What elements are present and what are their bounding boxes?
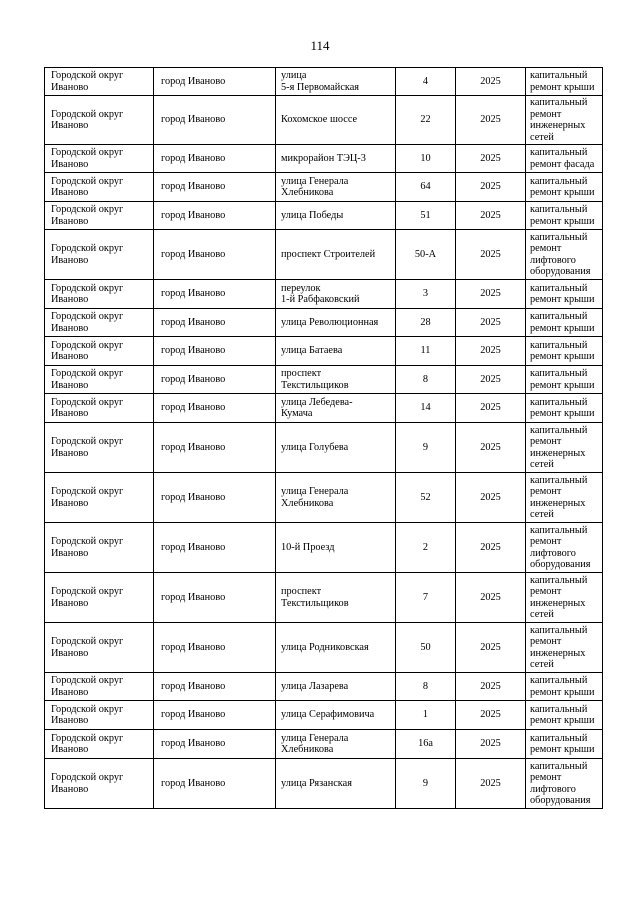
house-number-cell-text: 2 bbox=[422, 541, 429, 553]
year-cell-text: 2025 bbox=[480, 641, 501, 653]
street-cell-text: улица Генерала Хлебникова bbox=[281, 732, 349, 755]
street-cell-text: проспект Строителей bbox=[281, 248, 376, 260]
work-type-cell bbox=[526, 730, 603, 759]
year-cell bbox=[456, 230, 526, 280]
district-cell-text: Городской округ Иваново bbox=[51, 70, 124, 93]
city-cell-text: город Иваново bbox=[161, 402, 226, 414]
city-cell-text: город Иваново bbox=[161, 541, 226, 553]
street-cell-text: улица 5-я Первомайская bbox=[281, 70, 360, 93]
district-cell-text: Городской округ Иваново bbox=[51, 339, 124, 362]
district-cell-text: Городской округ Иваново bbox=[51, 108, 124, 131]
house-number-cell bbox=[396, 523, 456, 573]
house-number-cell-text: 28 bbox=[420, 316, 431, 328]
work-type-cell bbox=[526, 759, 603, 809]
street-cell bbox=[276, 473, 396, 523]
work-type-cell bbox=[526, 473, 603, 523]
district-cell bbox=[45, 366, 154, 394]
district-cell bbox=[45, 759, 154, 809]
district-cell bbox=[45, 173, 154, 202]
street-cell bbox=[276, 309, 396, 337]
district-cell-text: Городской округ Иваново bbox=[51, 772, 124, 795]
street-cell-text: улица Серафимовича bbox=[281, 709, 375, 721]
house-number-cell-text: 22 bbox=[420, 114, 431, 126]
house-number-cell-text: 9 bbox=[422, 441, 429, 453]
house-number-cell bbox=[396, 759, 456, 809]
district-cell-text: Городской округ Иваново bbox=[51, 282, 124, 305]
year-cell-text: 2025 bbox=[480, 591, 501, 603]
street-cell bbox=[276, 202, 396, 230]
house-number-cell bbox=[396, 573, 456, 623]
house-number-cell-text: 14 bbox=[420, 402, 431, 414]
city-cell bbox=[154, 280, 276, 309]
work-type-cell-text: капитальный ремонт лифтового оборудования bbox=[530, 524, 591, 570]
house-number-cell-text: 64 bbox=[420, 181, 431, 193]
house-number-cell bbox=[396, 96, 456, 145]
house-number-cell-text: 9 bbox=[422, 777, 429, 789]
year-cell bbox=[456, 673, 526, 701]
year-cell bbox=[456, 309, 526, 337]
city-cell bbox=[154, 68, 276, 96]
house-number-cell-text: 1 bbox=[422, 709, 429, 721]
work-type-cell-text: капитальный ремонт крыши bbox=[530, 368, 595, 391]
work-type-cell-text: капитальный ремонт инженерных сетей bbox=[530, 474, 588, 520]
table-row bbox=[45, 202, 603, 230]
table-row bbox=[45, 423, 603, 473]
street-cell bbox=[276, 230, 396, 280]
house-number-cell-text: 3 bbox=[422, 288, 429, 300]
house-number-cell-text: 51 bbox=[420, 209, 431, 221]
work-type-cell-text: капитальный ремонт крыши bbox=[530, 282, 595, 305]
district-cell-text: Городской округ Иваново bbox=[51, 396, 124, 419]
year-cell-text: 2025 bbox=[480, 114, 501, 126]
street-cell bbox=[276, 701, 396, 730]
city-cell bbox=[154, 573, 276, 623]
city-cell bbox=[154, 145, 276, 173]
house-number-cell bbox=[396, 280, 456, 309]
house-number-cell bbox=[396, 145, 456, 173]
district-cell-text: Городской округ Иваново bbox=[51, 436, 124, 459]
table-row bbox=[45, 68, 603, 96]
city-cell-text: город Иваново bbox=[161, 114, 226, 126]
district-cell bbox=[45, 230, 154, 280]
year-cell-text: 2025 bbox=[480, 345, 501, 357]
district-cell bbox=[45, 523, 154, 573]
street-cell bbox=[276, 173, 396, 202]
street-cell bbox=[276, 523, 396, 573]
street-cell bbox=[276, 759, 396, 809]
table-row bbox=[45, 394, 603, 423]
street-cell bbox=[276, 96, 396, 145]
table-row bbox=[45, 366, 603, 394]
table-row bbox=[45, 473, 603, 523]
work-type-cell bbox=[526, 394, 603, 423]
street-cell bbox=[276, 68, 396, 96]
street-cell-text: микрорайон ТЭЦ-3 bbox=[281, 152, 366, 164]
district-cell bbox=[45, 473, 154, 523]
work-type-cell bbox=[526, 202, 603, 230]
street-cell bbox=[276, 366, 396, 394]
work-type-cell bbox=[526, 623, 603, 673]
year-cell-text: 2025 bbox=[480, 777, 501, 789]
house-number-cell-text: 4 bbox=[422, 75, 429, 87]
street-cell bbox=[276, 337, 396, 366]
city-cell bbox=[154, 759, 276, 809]
district-cell bbox=[45, 145, 154, 173]
work-type-cell-text: капитальный ремонт инженерных сетей bbox=[530, 574, 588, 620]
street-cell-text: улица Революционная bbox=[281, 316, 379, 328]
year-cell bbox=[456, 145, 526, 173]
district-cell bbox=[45, 701, 154, 730]
district-cell bbox=[45, 337, 154, 366]
year-cell-text: 2025 bbox=[480, 373, 501, 385]
year-cell bbox=[456, 759, 526, 809]
street-cell-text: улица Победы bbox=[281, 209, 344, 221]
work-type-cell-text: капитальный ремонт лифтового оборудования bbox=[530, 760, 591, 806]
table-row bbox=[45, 730, 603, 759]
work-type-cell bbox=[526, 337, 603, 366]
house-number-cell bbox=[396, 394, 456, 423]
city-cell bbox=[154, 202, 276, 230]
city-cell-text: город Иваново bbox=[161, 738, 226, 750]
house-number-cell bbox=[396, 730, 456, 759]
year-cell bbox=[456, 202, 526, 230]
city-cell-text: город Иваново bbox=[161, 181, 226, 193]
city-cell bbox=[154, 366, 276, 394]
house-number-cell bbox=[396, 423, 456, 473]
year-cell bbox=[456, 523, 526, 573]
city-cell bbox=[154, 473, 276, 523]
street-cell bbox=[276, 730, 396, 759]
district-cell-text: Городской округ Иваново bbox=[51, 536, 124, 559]
work-type-cell-text: капитальный ремонт крыши bbox=[530, 311, 595, 334]
house-number-cell-text: 50 bbox=[420, 641, 431, 653]
work-type-cell-text: капитальный ремонт инженерных сетей bbox=[530, 424, 588, 470]
street-cell bbox=[276, 145, 396, 173]
district-cell bbox=[45, 394, 154, 423]
table-row bbox=[45, 701, 603, 730]
house-number-cell bbox=[396, 230, 456, 280]
year-cell bbox=[456, 394, 526, 423]
street-cell-text: 10-й Проезд bbox=[281, 541, 335, 553]
year-cell bbox=[456, 366, 526, 394]
district-cell-text: Городской округ Иваново bbox=[51, 636, 124, 659]
district-cell bbox=[45, 202, 154, 230]
district-cell-text: Городской округ Иваново bbox=[51, 675, 124, 698]
year-cell-text: 2025 bbox=[480, 316, 501, 328]
house-number-cell bbox=[396, 309, 456, 337]
city-cell-text: город Иваново bbox=[161, 288, 226, 300]
street-cell-text: проспект Текстильщиков bbox=[281, 368, 349, 391]
table-row bbox=[45, 623, 603, 673]
year-cell-text: 2025 bbox=[480, 152, 501, 164]
work-type-cell-text: капитальный ремонт крыши bbox=[530, 339, 595, 362]
street-cell-text: улица Голубева bbox=[281, 441, 349, 453]
house-number-cell bbox=[396, 337, 456, 366]
year-cell bbox=[456, 730, 526, 759]
house-number-cell bbox=[396, 366, 456, 394]
district-cell-text: Городской округ Иваново bbox=[51, 703, 124, 726]
city-cell bbox=[154, 623, 276, 673]
work-type-cell-text: капитальный ремонт фасада bbox=[530, 147, 595, 170]
district-cell-text: Городской округ Иваново bbox=[51, 311, 124, 334]
work-type-cell bbox=[526, 523, 603, 573]
city-cell bbox=[154, 673, 276, 701]
house-number-cell bbox=[396, 673, 456, 701]
year-cell bbox=[456, 173, 526, 202]
city-cell-text: город Иваново bbox=[161, 709, 226, 721]
city-cell-text: город Иваново bbox=[161, 641, 226, 653]
house-number-cell bbox=[396, 68, 456, 96]
street-cell bbox=[276, 280, 396, 309]
work-type-cell-text: капитальный ремонт крыши bbox=[530, 70, 595, 93]
district-cell-text: Городской округ Иваново bbox=[51, 147, 124, 170]
house-number-cell bbox=[396, 202, 456, 230]
street-cell-text: переулок 1-й Рабфаковский bbox=[281, 282, 360, 305]
table-row bbox=[45, 337, 603, 366]
work-type-cell bbox=[526, 173, 603, 202]
street-cell bbox=[276, 394, 396, 423]
street-cell-text: улица Родниковская bbox=[281, 641, 369, 653]
table-row bbox=[45, 145, 603, 173]
year-cell bbox=[456, 96, 526, 145]
city-cell-text: город Иваново bbox=[161, 373, 226, 385]
house-number-cell bbox=[396, 473, 456, 523]
city-cell bbox=[154, 423, 276, 473]
city-cell-text: город Иваново bbox=[161, 345, 226, 357]
page-number: 114 bbox=[310, 38, 330, 53]
year-cell-text: 2025 bbox=[480, 75, 501, 87]
house-number-cell bbox=[396, 701, 456, 730]
city-cell bbox=[154, 523, 276, 573]
work-type-cell-text: капитальный ремонт инженерных сетей bbox=[530, 97, 588, 143]
work-type-cell bbox=[526, 423, 603, 473]
work-type-cell-text: капитальный ремонт крыши bbox=[530, 175, 595, 198]
work-type-cell bbox=[526, 573, 603, 623]
district-cell bbox=[45, 573, 154, 623]
work-type-cell bbox=[526, 701, 603, 730]
work-type-cell-text: капитальный ремонт крыши bbox=[530, 675, 595, 698]
work-type-cell-text: капитальный ремонт крыши bbox=[530, 703, 595, 726]
year-cell-text: 2025 bbox=[480, 680, 501, 692]
district-cell bbox=[45, 68, 154, 96]
year-cell-text: 2025 bbox=[480, 402, 501, 414]
house-number-cell-text: 8 bbox=[422, 680, 429, 692]
table-row bbox=[45, 523, 603, 573]
city-cell bbox=[154, 230, 276, 280]
house-number-cell-text: 10 bbox=[420, 152, 431, 164]
city-cell-text: город Иваново bbox=[161, 680, 226, 692]
city-cell bbox=[154, 394, 276, 423]
work-type-cell bbox=[526, 230, 603, 280]
district-cell bbox=[45, 730, 154, 759]
year-cell bbox=[456, 473, 526, 523]
work-type-cell-text: капитальный ремонт крыши bbox=[530, 396, 595, 419]
year-cell bbox=[456, 337, 526, 366]
city-cell-text: город Иваново bbox=[161, 248, 226, 260]
work-type-cell bbox=[526, 280, 603, 309]
table-row bbox=[45, 173, 603, 202]
district-cell bbox=[45, 623, 154, 673]
district-cell bbox=[45, 280, 154, 309]
year-cell-text: 2025 bbox=[480, 709, 501, 721]
year-cell-text: 2025 bbox=[480, 738, 501, 750]
year-cell-text: 2025 bbox=[480, 441, 501, 453]
district-cell-text: Городской округ Иваново bbox=[51, 175, 124, 198]
table-body bbox=[45, 68, 603, 809]
house-number-cell-text: 7 bbox=[422, 591, 429, 603]
city-cell bbox=[154, 730, 276, 759]
city-cell-text: город Иваново bbox=[161, 75, 226, 87]
table-row bbox=[45, 96, 603, 145]
house-number-cell-text: 8 bbox=[422, 373, 429, 385]
work-type-cell bbox=[526, 68, 603, 96]
house-number-cell-text: 52 bbox=[420, 491, 431, 503]
year-cell-text: 2025 bbox=[480, 248, 501, 260]
house-number-cell bbox=[396, 173, 456, 202]
district-cell bbox=[45, 96, 154, 145]
district-cell-text: Городской округ Иваново bbox=[51, 586, 124, 609]
year-cell bbox=[456, 280, 526, 309]
city-cell-text: город Иваново bbox=[161, 152, 226, 164]
table-row bbox=[45, 573, 603, 623]
work-type-cell bbox=[526, 673, 603, 701]
work-type-cell bbox=[526, 96, 603, 145]
city-cell-text: город Иваново bbox=[161, 316, 226, 328]
street-cell-text: улица Рязанская bbox=[281, 777, 352, 789]
year-cell bbox=[456, 701, 526, 730]
year-cell bbox=[456, 573, 526, 623]
work-type-cell bbox=[526, 145, 603, 173]
street-cell-text: улица Батаева bbox=[281, 345, 343, 357]
work-type-cell bbox=[526, 309, 603, 337]
year-cell-text: 2025 bbox=[480, 209, 501, 221]
city-cell bbox=[154, 701, 276, 730]
year-cell-text: 2025 bbox=[480, 491, 501, 503]
district-cell-text: Городской округ Иваново bbox=[51, 732, 124, 755]
year-cell bbox=[456, 68, 526, 96]
district-cell bbox=[45, 309, 154, 337]
city-cell bbox=[154, 309, 276, 337]
year-cell bbox=[456, 623, 526, 673]
city-cell bbox=[154, 337, 276, 366]
city-cell-text: город Иваново bbox=[161, 491, 226, 503]
district-cell-text: Городской округ Иваново bbox=[51, 486, 124, 509]
street-cell-text: улица Генерала Хлебникова bbox=[281, 486, 349, 509]
house-number-cell-text: 11 bbox=[420, 345, 431, 357]
city-cell-text: город Иваново bbox=[161, 209, 226, 221]
street-cell-text: проспект Текстильщиков bbox=[281, 586, 349, 609]
year-cell-text: 2025 bbox=[480, 288, 501, 300]
table-row bbox=[45, 280, 603, 309]
table-row bbox=[45, 759, 603, 809]
city-cell bbox=[154, 96, 276, 145]
city-cell bbox=[154, 173, 276, 202]
street-cell-text: улица Генерала Хлебникова bbox=[281, 175, 349, 198]
city-cell-text: город Иваново bbox=[161, 591, 226, 603]
city-cell-text: город Иваново bbox=[161, 441, 226, 453]
work-type-cell-text: капитальный ремонт инженерных сетей bbox=[530, 624, 588, 670]
district-cell-text: Городской округ Иваново bbox=[51, 368, 124, 391]
table-row bbox=[45, 673, 603, 701]
work-type-cell-text: капитальный ремонт лифтового оборудования bbox=[530, 231, 591, 277]
year-cell-text: 2025 bbox=[480, 541, 501, 553]
table-row bbox=[45, 309, 603, 337]
house-number-cell-text: 16а bbox=[418, 738, 433, 750]
year-cell bbox=[456, 423, 526, 473]
street-cell bbox=[276, 423, 396, 473]
work-type-cell-text: капитальный ремонт крыши bbox=[530, 732, 595, 755]
table-row bbox=[45, 230, 603, 280]
city-cell-text: город Иваново bbox=[161, 777, 226, 789]
work-type-cell bbox=[526, 366, 603, 394]
street-cell-text: Кохомское шоссе bbox=[281, 114, 358, 126]
street-cell bbox=[276, 573, 396, 623]
street-cell bbox=[276, 623, 396, 673]
street-cell-text: улица Лазарева bbox=[281, 680, 349, 692]
street-cell-text: улица Лебедева- Кумача bbox=[281, 396, 353, 419]
district-cell-text: Городской округ Иваново bbox=[51, 243, 124, 266]
housing-repair-table bbox=[44, 67, 603, 809]
work-type-cell-text: капитальный ремонт крыши bbox=[530, 204, 595, 227]
district-cell-text: Городской округ Иваново bbox=[51, 204, 124, 227]
district-cell bbox=[45, 673, 154, 701]
house-number-cell-text: 50-А bbox=[414, 248, 437, 260]
year-cell-text: 2025 bbox=[480, 181, 501, 193]
street-cell bbox=[276, 673, 396, 701]
house-number-cell bbox=[396, 623, 456, 673]
district-cell bbox=[45, 423, 154, 473]
